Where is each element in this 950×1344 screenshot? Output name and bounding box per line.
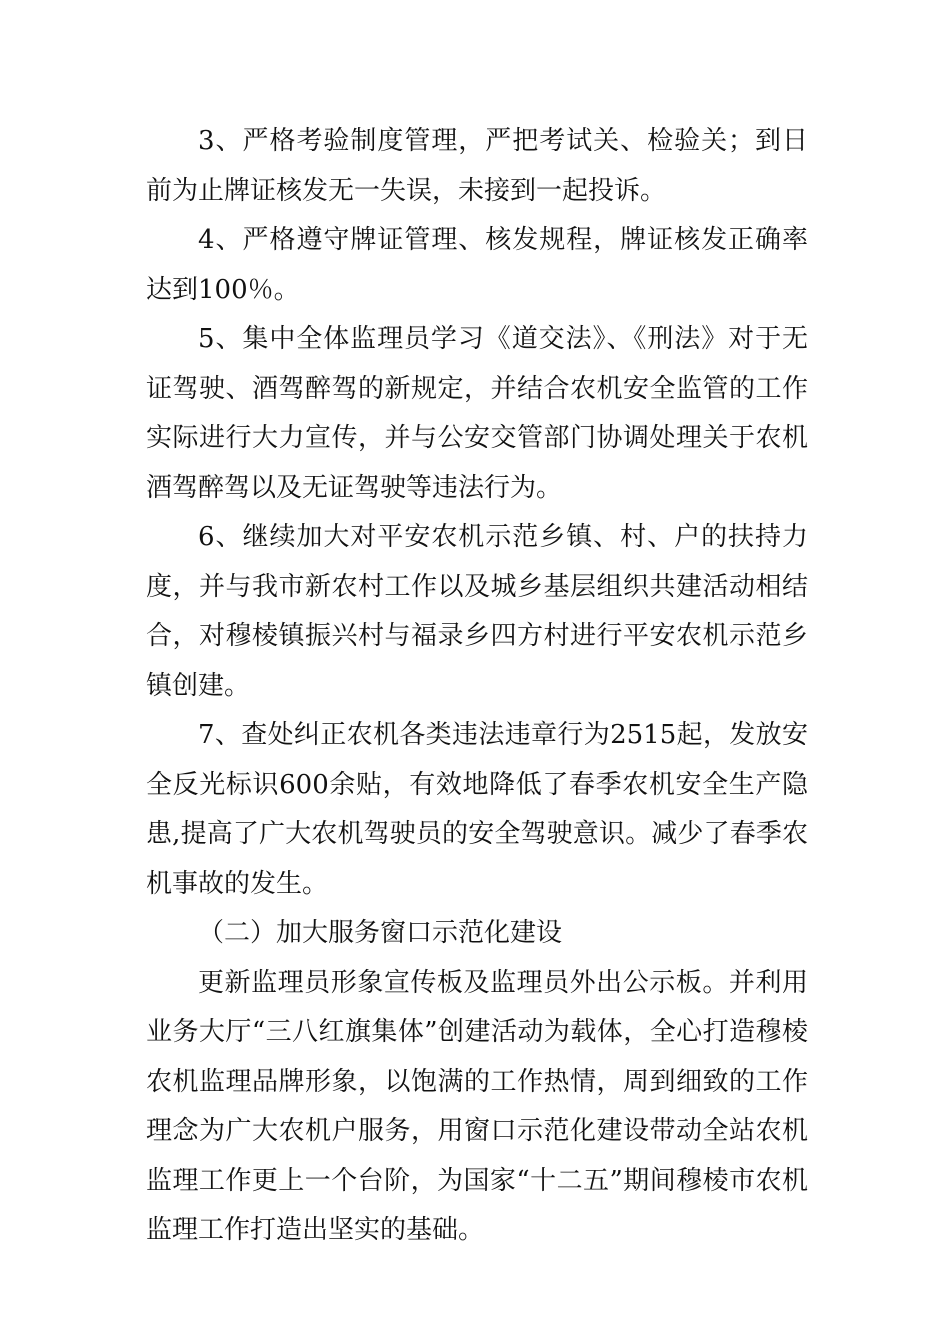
- paragraph-item-4: 4、严格遵守牌证管理、核发规程，牌证核发正确率达到100％。: [146, 225, 808, 305]
- paragraph-item-5: 5、集中全体监理员学习《道交法》、《刑法》对于无证驾驶、酒驾醉驾的新规定，并结合农机安全监管的工作实际进行大力宣传，并与公安交管部门协调处理关于农机酒驾醉驾以及无证驾驶等违法行为。: [146, 324, 808, 503]
- document-body: [146, 117, 808, 1256]
- paragraph-item-3: 3、严格考验制度管理，严把考试关、检验关；到日前为止牌证核发无一失误，未接到一起投诉。: [146, 126, 808, 206]
- section-heading: （二）加大服务窗口示范化建设: [198, 918, 563, 948]
- paragraph-section-body: 更新监理员形象宣传板及监理员外出公示板。并利用业务大厅“三八红旗集体”创建活动为载体，全心打造穆棱农机监理品牌形象，以饱满的工作热情，周到细致的工作理念为广大农机户服务，用窗口示范化建设带动全站农机监理工作更上一个台阶，为国家“十二五”期间穆棱市农机监理工作打造出坚实的基础。: [146, 967, 808, 1245]
- paragraph-item-6: 6、继续加大对平安农机示范乡镇、村、户的扶持力度，并与我市新农村工作以及城乡基层组织共建活动相结合，对穆棱镇振兴村与福录乡四方村进行平安农机示范乡镇创建。: [146, 522, 808, 701]
- paragraph-item-7: 7、查处纠正农机各类违法违章行为2515起，发放安全反光标识600余贴，有效地降低了春季农机安全生产隐患,提高了广大农机驾驶员的安全驾驶意识。减少了春季农机事故的发生。: [146, 720, 808, 899]
